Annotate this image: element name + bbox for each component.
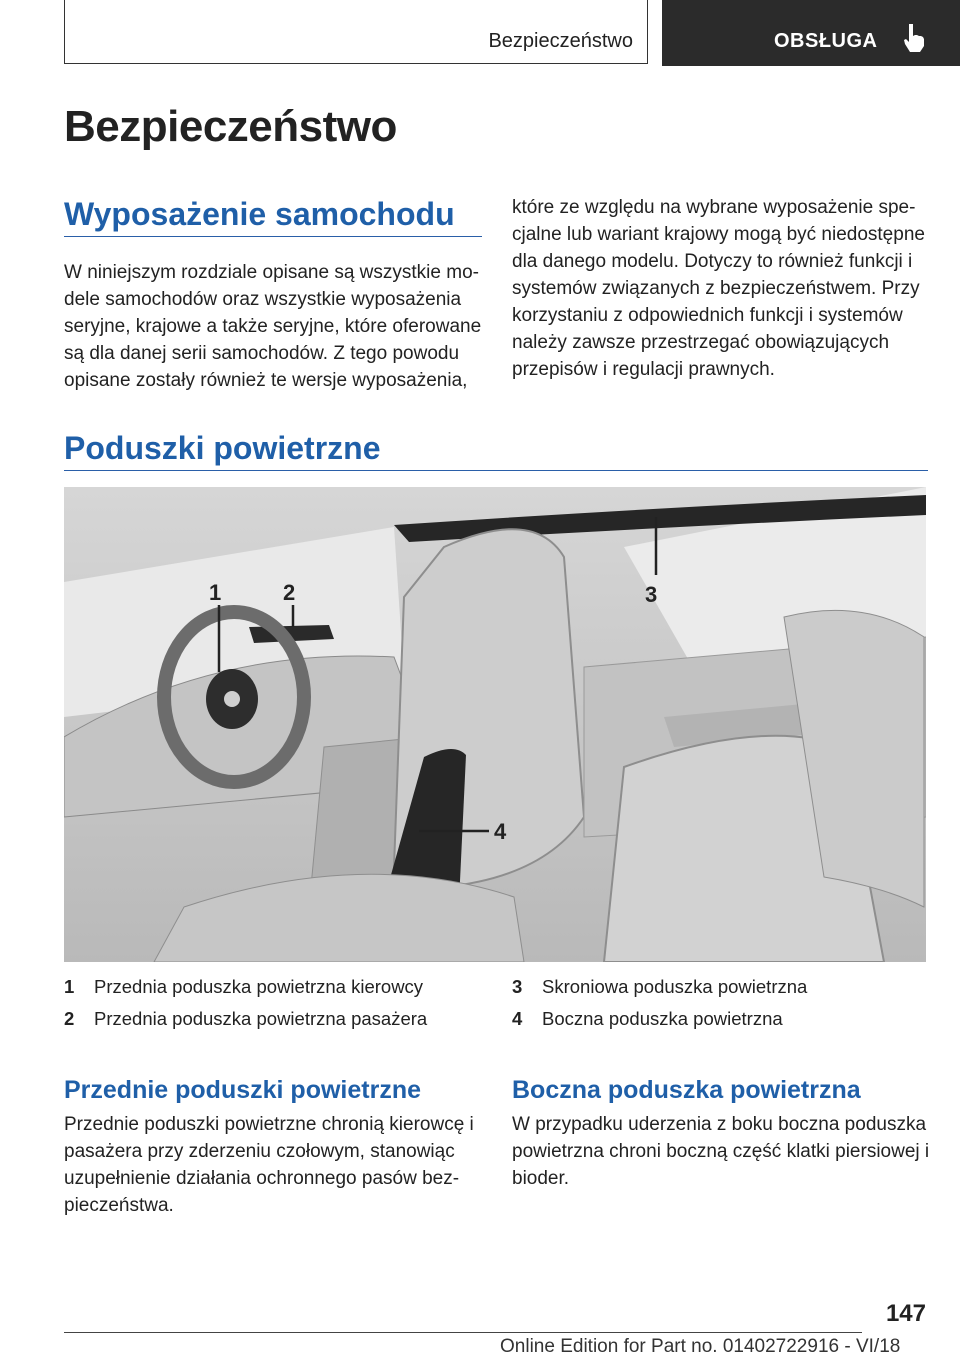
car-interior-drawing [64, 487, 926, 962]
section-tab-label: Bezpieczeństwo [488, 30, 633, 52]
equipment-title-rule [64, 236, 482, 237]
footer-rule [64, 1332, 862, 1333]
callout-1: 1 [209, 580, 222, 605]
page-title: Bezpieczeństwo [64, 102, 397, 151]
equipment-text-right: które ze względu na wybrane wyposażenie specjalne lub wariant krajowy mogą być niedostępne dla danego modelu. Dotyczy to również funkcji i systemów związanych z bezpieczeństwem. Przy korzystaniu z odpowiednich funkcji i systemów należy zawsze przestrzegać obowiązujących przepisów i regulacji prawnych. [512, 197, 925, 380]
chapter-tab-label: OBSŁUGA [774, 30, 878, 52]
callout-3: 3 [645, 582, 658, 607]
pointing-hand-icon [900, 22, 930, 54]
section-tab [64, 0, 648, 64]
airbags-title: Poduszki powietrzne [64, 430, 381, 466]
footer-edition: Online Edition for Part no. 01402722916 - VI/18 [500, 1336, 901, 1357]
front-airbags-text: Przednie poduszki powietrzne chronią kierowcę i pasażera przy zderzeniu czołowym, stanowiąc uzupełnienie działania ochronnego pasów bezpieczeństwa. [64, 1114, 474, 1216]
airbags-title-rule [64, 470, 928, 471]
side-airbag-title: Boczna poduszka powietrzna [512, 1076, 861, 1104]
chapter-tab [662, 0, 960, 66]
equipment-text-left: W niniejszym rozdziale opisane są wszystkie modele samochodów oraz wszystkie wyposażenia seryjne, krajowe a także seryjne, które oferowane są dla danej serii samochodów. Z tego powodu opisane zostały również te wersje wyposażenia, [64, 262, 482, 391]
front-airbags-title: Przednie poduszki powietrzne [64, 1076, 421, 1104]
side-airbag-text: W przypadku uderzenia z boku boczna poduszka powietrzna chroni boczną część klatki piersiowej i bioder. [512, 1114, 930, 1189]
callout-2: 2 [283, 580, 296, 605]
page-number: 147 [885, 1300, 926, 1327]
equipment-title: Wyposażenie samochodu [64, 196, 455, 232]
callout-4: 4 [494, 819, 507, 844]
car-interior-illustration [64, 487, 926, 962]
